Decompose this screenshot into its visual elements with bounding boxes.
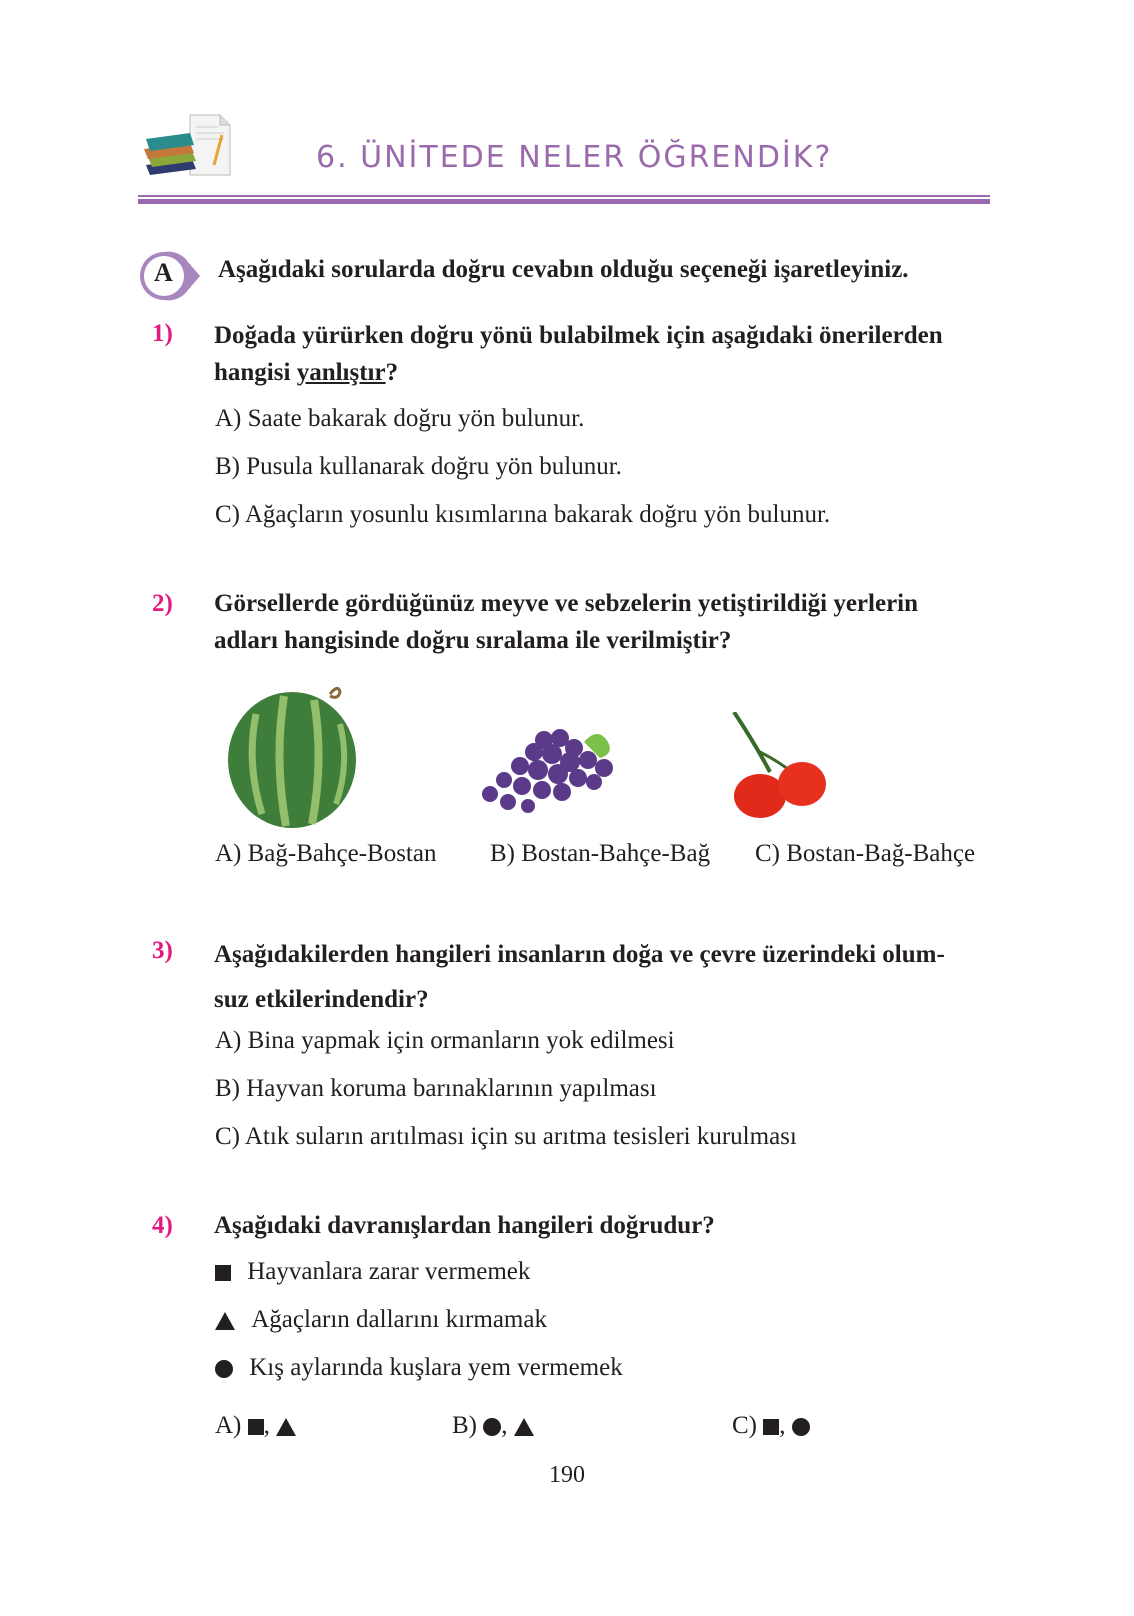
answer-option[interactable]: A) Bina yapmak için ormanların yok edilmesi [215, 1027, 675, 1054]
answer-option[interactable]: A) Saate bakarak doğru yön bulunur. [215, 405, 585, 432]
question-line: Görsellerde gördüğünüz meyve ve sebzelerin yetiştirildiği yerlerin [214, 590, 919, 617]
question-line [214, 354, 990, 391]
square-icon [215, 1265, 231, 1281]
answer-option[interactable]: C) Atık suların arıtılması için su arıtma tesisleri kurulması [215, 1123, 797, 1150]
question-number: 4) [152, 1212, 173, 1239]
triangle-icon [215, 1312, 235, 1330]
option-label: B) [452, 1412, 477, 1439]
tomatoes-image [730, 712, 830, 818]
section-letter: A [154, 258, 173, 287]
question-text [214, 585, 990, 659]
statement-item [215, 1258, 530, 1286]
option-label: C) [732, 1412, 757, 1439]
statement-item [215, 1306, 547, 1334]
separator: , [779, 1412, 786, 1439]
question-line: adları hangisinde doğru sıralama ile verilmiştir? [214, 627, 732, 654]
answer-option[interactable] [732, 1412, 810, 1440]
question-line: suz etkilerindendir? [214, 986, 429, 1013]
circle-icon [792, 1418, 810, 1436]
title-divider [138, 195, 990, 197]
statement-item [215, 1354, 623, 1382]
books-with-paper-icon [142, 113, 234, 187]
option-label: A) [215, 1412, 242, 1439]
separator: , [263, 1412, 270, 1439]
answer-option[interactable]: B) Bostan-Bahçe-Bağ [490, 840, 711, 867]
underlined-keyword: yanlıştır [296, 359, 386, 386]
question-line: Aşağıdakilerden hangileri insanların doğa ve çevre üzerindeki olum- [214, 941, 945, 968]
answer-option[interactable]: C) Ağaçların yosunlu kısımlarına bakarak doğru yön bulunur. [215, 501, 831, 528]
grapes-image [474, 718, 620, 818]
square-icon [763, 1419, 779, 1435]
circle-icon [215, 1360, 233, 1378]
answer-option[interactable]: C) Bostan-Bağ-Bahçe [755, 840, 976, 867]
unit-title: 6. ÜNİTEDE NELER ÖĞRENDİK? [316, 140, 833, 175]
answer-option[interactable]: B) Pusula kullanarak doğru yön bulunur. [215, 453, 622, 480]
statement-text: Kış aylarında kuşlara yem vermemek [249, 1354, 623, 1381]
question-number: 2) [152, 590, 173, 617]
title-divider-thick [138, 199, 990, 204]
answer-option[interactable]: A) Bağ-Bahçe-Bostan [215, 840, 437, 867]
question-line: Doğada yürürken doğru yönü bulabilmek için aşağıdaki önerilerden [214, 322, 943, 349]
section-instruction: Aşağıdaki sorularda doğru cevabın olduğu seçeneği işaretleyiniz. [218, 256, 909, 283]
question-text [214, 932, 990, 1022]
question-text-part: hangisi [214, 359, 297, 386]
statement-text: Hayvanlara zarar vermemek [247, 1258, 531, 1285]
answer-option[interactable]: B) Hayvan koruma barınaklarının yapılması [215, 1075, 657, 1102]
answer-option[interactable] [215, 1412, 296, 1440]
separator: , [501, 1412, 508, 1439]
triangle-icon [514, 1418, 534, 1436]
question-text-part: ? [385, 359, 399, 386]
question-number: 1) [152, 320, 173, 347]
statement-text: Ağaçların dallarını kırmamak [251, 1306, 547, 1333]
page-number: 190 [549, 1462, 585, 1488]
square-icon [248, 1419, 264, 1435]
question-text [214, 317, 990, 391]
triangle-icon [276, 1418, 296, 1436]
watermelon-image [226, 684, 362, 828]
question-text: Aşağıdaki davranışlardan hangileri doğrudur? [214, 1212, 715, 1239]
question-number: 3) [152, 937, 173, 964]
circle-icon [483, 1418, 501, 1436]
answer-option[interactable] [452, 1412, 534, 1440]
